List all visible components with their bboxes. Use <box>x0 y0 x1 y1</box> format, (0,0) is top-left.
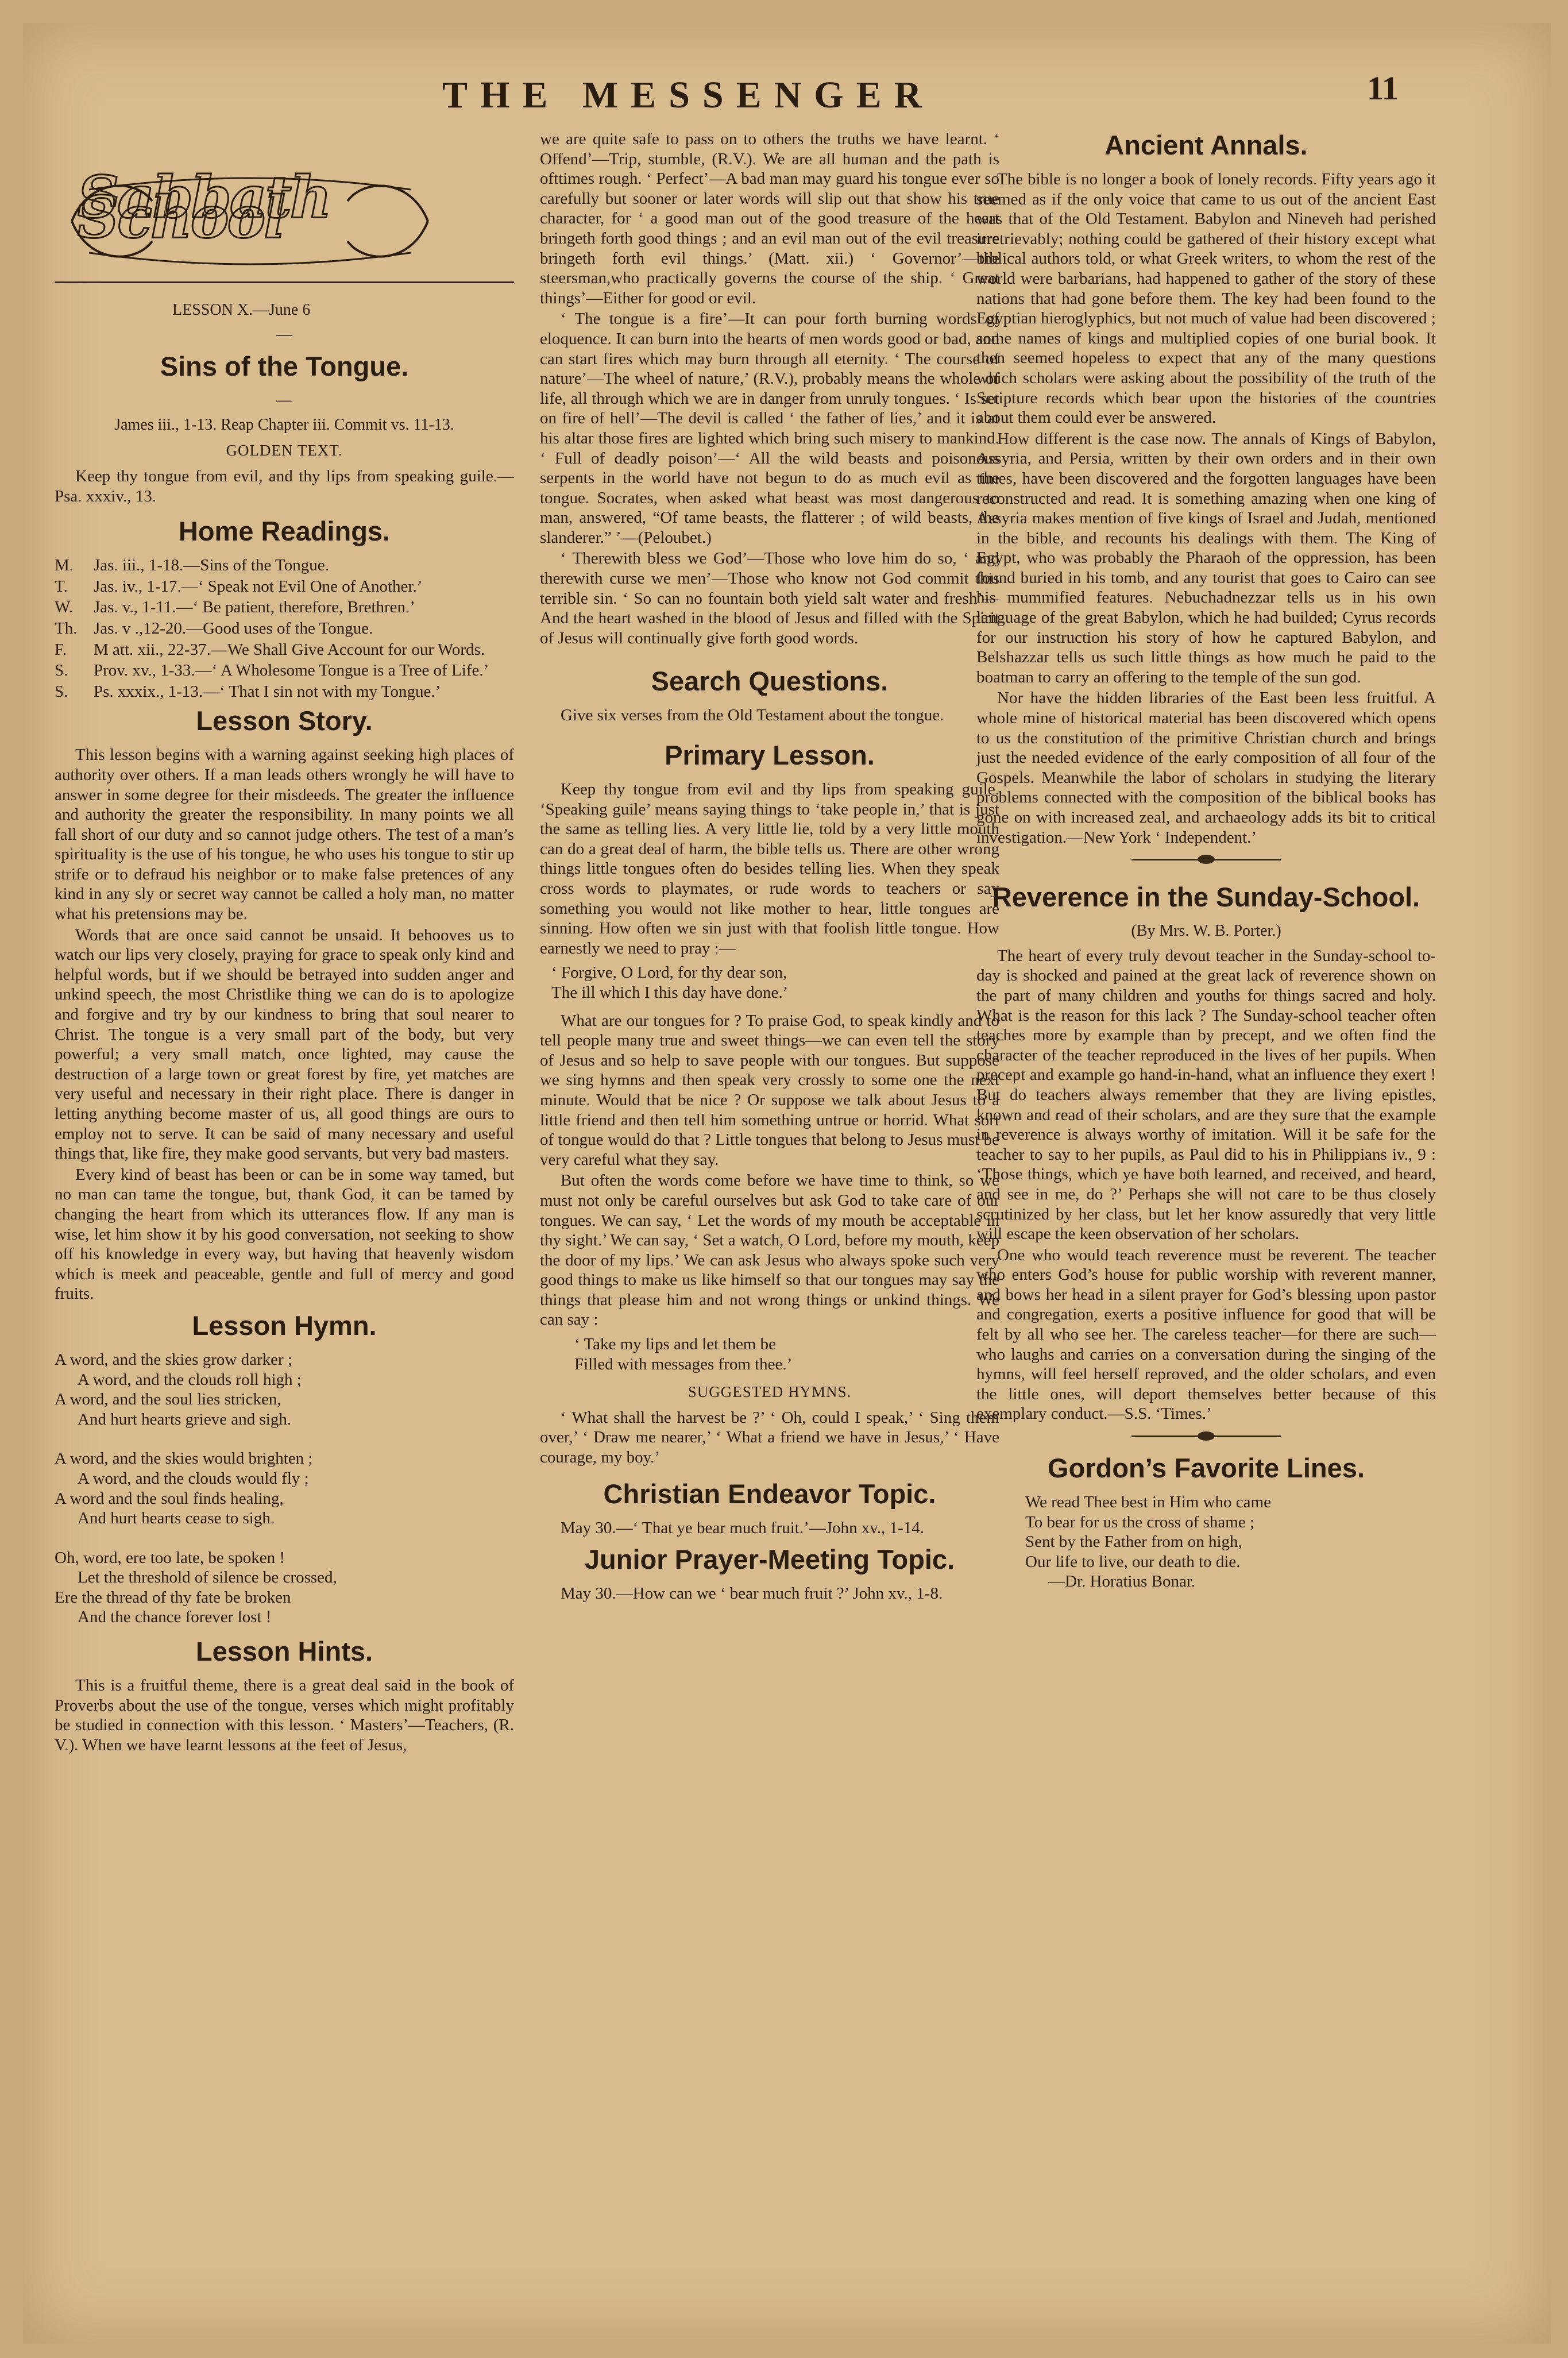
reading-item <box>55 597 514 618</box>
reading-item <box>55 619 514 639</box>
column-3 <box>976 124 1436 1600</box>
story-paragraph: Every kind of beast has been or can be in some way tamed, but no man can tame the tongue, but, thank God, it can be tamed by changing the heart from which its utterances flow. If any man is wise, let him show it by his good conversation, not seeking to show off his knowledge in every way, but having that heavenly wisdom which is meek and peaceable, gentle and full of mercy and good fruits. <box>55 1165 514 1303</box>
junior-prayer-meeting-text: May 30.—How can we ‘ bear much fruit ?’ John xv., 1-8. <box>561 1584 943 1603</box>
primary-paragraph: What are our tongues for ? To praise God, to speak kindly and to tell people many true and sweet things—we can even tell the story of Jesus and so help to save people with our tongues. But suppose we sing hymns and then speak very crossly to some one the next minute. Would that be nice ? Or suppose we talk about Jesus to a little friend and then tell him something untrue or horrid. What sort of tongue would do that ? Little tongues that belong to Jesus must be very careful what they say. <box>540 1011 999 1169</box>
reading-day: Th. <box>55 619 78 638</box>
reading-text: Jas. iii., 1-18.—Sins of the Tongue. <box>94 556 329 575</box>
story-paragraph: This lesson begins with a warning against seeking high places of authority over others. If a man leads others wrongly he will have to answer in some degree for their misdeeds. The greater the influence and authority the greater the responsibility. In many points we all fall short of our duty and so cannot judge others. The test of a man’s spirituality is the use of his tongue, he who uses his tongue to stir up strife or to defraud his neighbor or to make false pretences of any kind in any sly or secret way cannot be called a holy man, no matter what his pretensions may be. <box>55 746 514 924</box>
ancient-annals-title: Ancient Annals. <box>1104 130 1308 160</box>
prayer-verse <box>540 963 999 1002</box>
reverence-byline: (By Mrs. W. B. Porter.) <box>1131 922 1281 940</box>
hymn-line: And hurt hearts grieve and sigh. <box>78 1410 292 1429</box>
verse-line: ‘ Forgive, O Lord, for thy dear son, <box>551 963 787 982</box>
hymn-line: And hurt hearts cease to sigh. <box>78 1509 275 1528</box>
reading-day: M. <box>55 556 74 575</box>
hymn-line: A word, and the skies would brighten ; <box>55 1449 313 1468</box>
annals-paragraph: Nor have the hidden libraries of the East been less fruitful. A whole mine of historical material has been discovered which opens to us the constitution of the primitive Christian church and brings just the needed evidence of the early composition of all four of the Gospels. Meanwhile the labor of scholars in studying the literary problems connected with the composition of the biblical books has gone on with increased zeal, and archaeology adds its bit to critical investigation.—New York ‘ Independent.’ <box>976 689 1436 847</box>
hymn-line: And the chance forever lost ! <box>78 1608 272 1627</box>
column-2 <box>540 129 999 1605</box>
sabbath-school-logo <box>66 163 434 276</box>
logo-lettering: Sabbath School <box>78 163 330 251</box>
reverence-title: Reverence in the Sunday-School. <box>992 882 1420 913</box>
masthead: THE MESSENGER <box>442 74 934 116</box>
verse-line: We read Thee best in Him who came <box>1025 1493 1271 1512</box>
divider-dash: — <box>276 391 292 410</box>
stanza-break <box>55 1529 514 1548</box>
home-readings-list <box>55 555 514 701</box>
reading-day: W. <box>55 598 73 617</box>
verse-attribution: —Dr. Horatius Bonar. <box>1048 1572 1196 1591</box>
gordon-title: Gordon’s Favorite Lines. <box>1048 1453 1365 1484</box>
reading-text: Prov. xv., 1-33.—‘ A Wholesome Tongue is a Tree of Life.’ <box>94 661 489 680</box>
hymn-line: Ere the thread of thy fate be broken <box>55 1588 291 1607</box>
header-rule <box>55 281 514 283</box>
reading-day: F. <box>55 640 67 659</box>
reading-text: Ps. xxxix., 1-13.—‘ That I sin not with my Tongue.’ <box>94 682 441 701</box>
reading-text: M att. xii., 22-37.—We Shall Give Account for our Words. <box>94 640 485 659</box>
suggested-hymns-label: SUGGESTED HYMNS. <box>688 1383 852 1401</box>
section-ornament <box>1131 859 1281 860</box>
hymn-line: Oh, word, ere too late, be spoken ! <box>55 1548 285 1567</box>
junior-prayer-meeting-title: Junior Prayer-Meeting Topic. <box>584 1544 955 1575</box>
take-my-lips-verse <box>540 1334 999 1374</box>
verse-line: Sent by the Father from on high, <box>1025 1533 1242 1552</box>
reverence-paragraph: One who would teach reverence must be reverent. The teacher who enters God’s house for public worship with reverent manner, and bows her head in a silent prayer for God’s blessing upon pastor and congregation, exerts a positive influence for good that will be felt by all who see her. The careless teacher—for there are such—who laughs and carries on a conversation during the singing of the hymns, will feel herself reproved, and the older scholars, and even the little ones, will deport themselves better because of this exemplary conduct.—S.S. ‘Times.’ <box>976 1245 1436 1423</box>
hymn-line: Let the threshold of silence be crossed, <box>78 1568 337 1587</box>
hymn-line: A word, and the clouds would fly ; <box>78 1469 309 1488</box>
christian-endeavor-text: May 30.—‘ That ye bear much fruit.’—John xv., 1-14. <box>561 1518 925 1537</box>
golden-text-label: GOLDEN TEXT. <box>226 442 343 460</box>
section-ornament <box>1131 1435 1281 1437</box>
verse-line: The ill which I this day have done.’ <box>551 983 789 1002</box>
column-1 <box>55 155 514 1756</box>
page-number: 11 <box>1367 70 1399 107</box>
hints-continued: we are quite safe to pass on to others the truths we have learnt. ‘ Offend’—Trip, stumble, (R.V.). We are all human and the path is ofttimes rough. ‘ Perfect’—A bad man may guard his tongue ever so carefully but sooner or later words will slip out that show his true character, for ‘ a good man out of the good treasure of the heart bringeth forth good things ; and an evil man out of the evil treasure bringeth forth evil things.’ (Matt. xii.) ‘ Governor’—the steersman,who practically governs the course of the ship. ‘ Great things’—Either for good or evil. <box>540 130 999 307</box>
reading-item <box>55 682 514 702</box>
lesson-hymn-title: Lesson Hymn. <box>192 1310 377 1341</box>
reading-text: Jas. v .,12-20.—Good uses of the Tongue. <box>94 619 373 638</box>
reading-day: S. <box>55 661 68 680</box>
hints-paragraph: This is a fruitful theme, there is a great deal said in the book of Proverbs about the use of the tongue, verses which might profitably be studied in connection with this lesson. ‘ Masters’—Teachers, (R. V.). When we have learnt lessons at the feet of Jesus, <box>55 1676 514 1754</box>
reading-day: T. <box>55 577 68 596</box>
title-sins-of-tongue: Sins of the Tongue. <box>160 351 409 382</box>
primary-paragraph: Keep thy tongue from evil and thy lips from speaking guile. ‘Speaking guile’ means saying things to ‘take people in,’ that is just the same as telling lies. A very little lie, told by a very little mouth can do a great deal of harm, the bible tells us. There are other wrong things little tongues often do besides telling lies. When they speak cross words to playmates, or rude words to teachers or say something you would not like mother to hear, little tongues are sinning. How often we sin just with that foolish little tongue. How earnestly we need to pray :— <box>540 780 999 958</box>
lesson-line: LESSON X.—June 6 <box>172 301 311 319</box>
hymn-line: A word and the soul finds healing, <box>55 1489 284 1508</box>
verse-line: ‘ Take my lips and let them be <box>574 1335 776 1354</box>
hymn-line: A word, and the clouds roll high ; <box>78 1370 302 1389</box>
lesson-hymn <box>55 1350 514 1627</box>
reading-text: Jas. iv., 1-17.—‘ Speak not Evil One of Another.’ <box>94 577 423 596</box>
reading-item <box>55 555 514 576</box>
lesson-hints-title: Lesson Hints. <box>195 1636 373 1667</box>
home-readings-title: Home Readings. <box>178 516 391 547</box>
suggested-hymns-text: ‘ What shall the harvest be ?’ ‘ Oh, could I speak,’ ‘ Sing them over,’ ‘ Draw me nearer,’ ‘ What a friend we have in Jesus,’ ‘ Have courage, my boy.’ <box>540 1408 999 1467</box>
lesson-story-title: Lesson Story. <box>196 705 373 736</box>
primary-lesson-title: Primary Lesson. <box>665 740 875 771</box>
reading-day: S. <box>55 682 68 701</box>
annals-paragraph: How different is the case now. The annals of Kings of Babylon, Assyria, and Persia, written by their own orders and in their own times, have been discovered and the forgotten languages have been reconstructed and read. It is something amazing when one king of Assyria makes mention of five kings of Israel and Judah, mentioned in the bible, and recounts his dealings with them. The King of Egypt, who was probably the Pharaoh of the oppression, has been found buried in his tomb, and any tourist that goes to Cairo can see his mummified features. Nebuchadnezzar tells us in his own language of the great Babylon, which he had builded; Cyrus records for our instruction his story of how he captured Babylon, and Belshazzar tells us such little things as how much he paid to the boatman to carry an offering to the temple of the sun god. <box>976 429 1436 686</box>
gordon-verse <box>976 1492 1436 1592</box>
primary-paragraph: But often the words come before we have time to think, so we must not only be careful ourselves but ask God to take care of our tongues. We can say, ‘ Let the words of my mouth be acceptable in thy sight.’ We can say, ‘ Set a watch, O Lord, before my mouth, keep the door of my lips.’ We can ask Jesus who always spoke such very good things to make us like himself so that our tongues may say the things that please him and not wrong things or unkind things. We can say : <box>540 1171 999 1329</box>
annals-paragraph: The bible is no longer a book of lonely records. Fifty years ago it seemed as if the only voice that came to us out of the ancient East was that of the Old Testament. Babylon and Nineveh had perished irretrievably; nothing could be gathered of their history except what biblical authors told, or what Greek writers, to whom the rest of the world were barbarians, had happened to gather of the story of these nations that had gone before them. The key had been found to the Egyptian hieroglyphics, but not much of value had been discovered ; some names of kings and multiplied copies of one burial book. It then seemed hopeless to expect that any of the many questions which scholars were asking about the possibility of the truth of the Scripture records which bear upon the histories of the countries about them could ever be answered. <box>976 170 1436 427</box>
reading-item <box>55 661 514 681</box>
reverence-paragraph: The heart of every truly devout teacher in the Sunday-school to-day is shocked and pained at the great lack of reverence shown on the part of many children and youths for things sacred and holy. What is the reason for this lack ? The Sunday-school teacher often teaches more by example than by precept, and we often find the character of the teacher reproduced in the lives of her pupils. When precept and example go hand-in-hand, what an influence they exert ! But do teachers always remember that they are living epistles, known and read of their scholars, and are they sure that the example in reverence is always worthy of imitation. Will it be safe for the teacher to say to her pupils, as Paul did to his in Philippians iv., 9 : ‘Those things, which ye have both learned, and received, and heard, and see in me, do ?’ Perhaps she will not care to be thus closely scrutinized by her class, but let her know assuredly that very little will escape the keen observation of her scholars. <box>976 946 1436 1244</box>
hymn-line: A word, and the skies grow darker ; <box>55 1350 292 1369</box>
hints-paragraph: ‘ The tongue is a fire’—It can pour forth burning words of eloquence. It can burn into the hearts of men words good or bad, and can start fires which may burn through all eternity. ‘ The course of nature’—The wheel of nature,’ (R.V.), probably means the whole of life, all through which we are in danger from unruly tongues. ‘ Is set on fire of hell’—The devil is called ‘ the father of lies,’ and it is at his altar those fires are lighted which bring such misery to mankind. ‘ Full of deadly poison’—‘ All the wild beasts and poisonous serpents in the world have not begun to do as much evil as the tongue. Socrates, when asked what beast was most dangerous to man, answered, “Of tame beasts, the flatterer ; of wild beasts, the slanderer.” ’—(Peloubet.) <box>540 310 999 547</box>
stanza-break <box>55 1429 514 1449</box>
search-questions-text: Give six verses from the Old Testament about the tongue. <box>561 706 944 725</box>
scripture-reference: James iii., 1-13. Reap Chapter iii. Commit vs. 11-13. <box>114 415 454 434</box>
golden-text: Keep thy tongue from evil, and thy lips from speaking guile.—Psa. xxxiv., 13. <box>55 466 514 505</box>
verse-line: To bear for us the cross of shame ; <box>1025 1512 1255 1531</box>
search-questions-title: Search Questions. <box>651 666 889 697</box>
verse-line: Filled with messages from thee.’ <box>574 1354 793 1373</box>
christian-endeavor-title: Christian Endeavor Topic. <box>603 1478 936 1509</box>
hints-paragraph: ‘ Therewith bless we God’—Those who love him do so, ‘ and therewith curse we men’—Those who know not God commit this terrible sin. ‘ So can no fountain both yield salt water and fresh’—And the heart washed in the blood of Jesus and filled with the Spirit of Jesus will continually give forth good words. <box>540 549 999 647</box>
reading-item <box>55 640 514 660</box>
story-paragraph: Words that are once said cannot be unsaid. It behooves us to watch our lips very closely, praying for grace to speak only kind and helpful words, but if we should be betrayed into sudden anger and unkind speech, the most Christlike thing we can do is to apologize and forgive and try by our kindness to bring that soul nearer to Christ. The tongue is a very small part of the body, but very powerful; a very small match, once lighted, may cause the destruction of a large town or great forest by fire, yet matches are very useful and necessary in their right place. There is danger in letting anything become master of us, all good things are ours to employ not to serve. It can be said of many necessary and useful things that, like fire, they make good servants, but very bad masters. <box>55 925 514 1163</box>
divider-dash: — <box>276 325 292 344</box>
verse-line: Our life to live, our death to die. <box>1025 1552 1241 1571</box>
reading-text: Jas. v., 1-11.—‘ Be patient, therefore, Brethren.’ <box>94 598 415 617</box>
reading-item <box>55 577 514 597</box>
hymn-line: A word, and the soul lies stricken, <box>55 1390 281 1409</box>
